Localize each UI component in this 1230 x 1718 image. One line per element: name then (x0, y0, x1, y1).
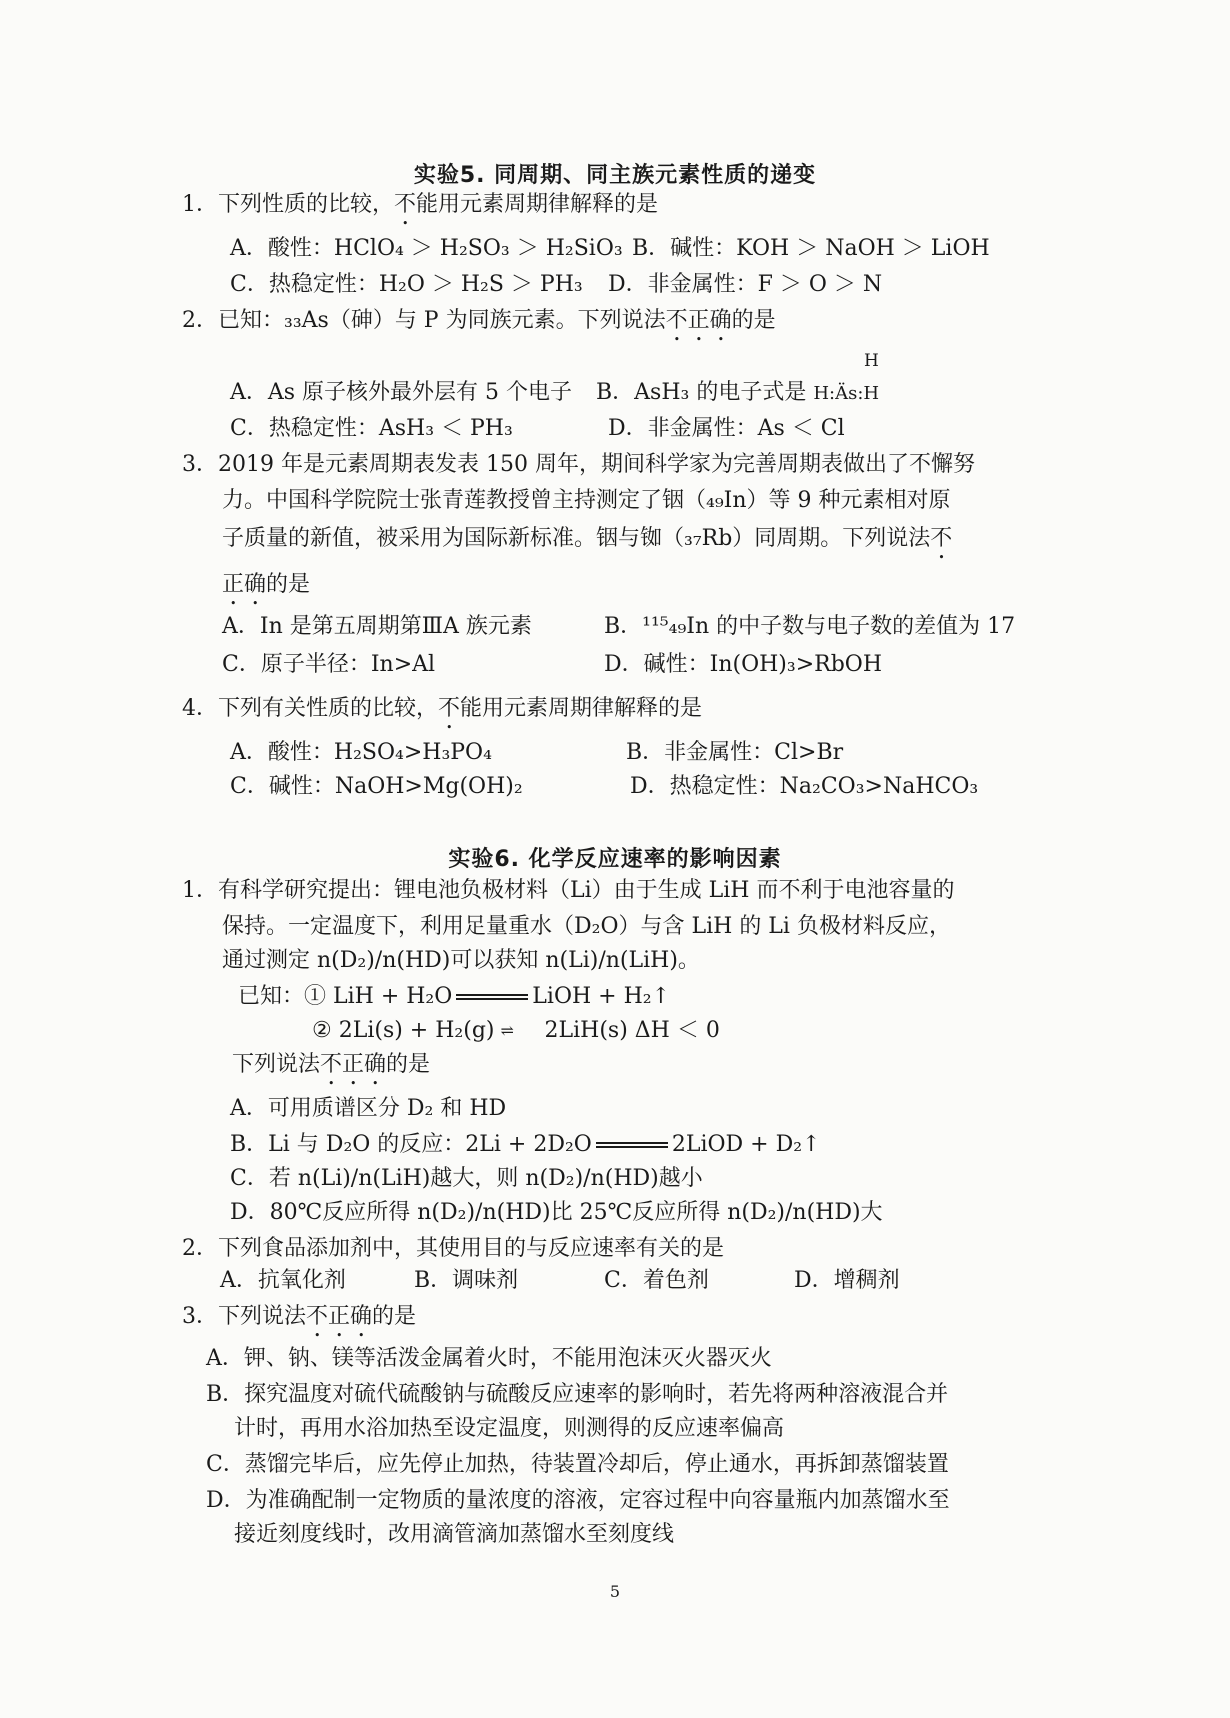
option-b: B．探究温度对硫代硫酸钠与硫酸反应速率的影响时，若先将两种溶液混合并 (206, 1382, 949, 1407)
question-stem: 3．下列说法不正确的是 (182, 1304, 417, 1329)
option-b-cont: 计时，再用水浴加热至设定温度，则测得的反应速率偏高 (234, 1416, 785, 1441)
option-c: C．热稳定性：AsH₃ ＜ PH₃ (230, 416, 513, 441)
option-d: D．增稠剂 (794, 1268, 900, 1293)
section-title: 实验5. 同周期、同主族元素性质的递变 (413, 163, 817, 188)
option-d-cont: 接近刻度线时，改用滴管滴加蒸馏水至刻度线 (234, 1522, 675, 1547)
option-d: D．碱性：In(OH)₃>RbOH (604, 652, 883, 677)
option-b: B．AsH₃ 的电子式是 H:Äs:H (596, 380, 880, 405)
equation-1: 已知：① LiH + H₂O LiOH + H₂↑ (238, 984, 671, 1009)
lewis-structure: H:Äs:H (813, 383, 880, 404)
page-number: 5 (609, 1582, 621, 1601)
question-stem: 下列说法不正确的是 (232, 1052, 431, 1077)
option-b: B．碱性：KOH ＞ NaOH ＞ LiOH (632, 236, 990, 261)
question-stem: 4．下列有关性质的比较，不能用元素周期律解释的是 (182, 696, 703, 721)
option-d: D．为准确配制一定物质的量浓度的溶液，定容过程中向容量瓶内加蒸馏水至 (206, 1488, 950, 1513)
question-stem-line: 1．有科学研究提出：锂电池负极材料（Li）由于生成 LiH 而不利于电池容量的 (182, 878, 955, 903)
option-b: B．¹¹⁵₄₉In 的中子数与电子数的差值为 17 (604, 614, 1016, 639)
option-a: A．In 是第五周期第ⅢA 族元素 (222, 614, 532, 639)
option-c: C．若 n(Li)/n(LiH)越大，则 n(D₂)/n(HD)越小 (230, 1166, 703, 1191)
option-d: D．非金属性：F ＞ O ＞ N (608, 272, 883, 297)
question-stem-line: 通过测定 n(D₂)/n(HD)可以获知 n(Li)/n(LiH)。 (222, 948, 700, 973)
option-a: A．酸性：HClO₄ ＞ H₂SO₃ ＞ H₂SiO₃ (230, 236, 623, 261)
option-d: D．80℃反应所得 n(D₂)/n(HD)比 25℃反应所得 n(D₂)/n(HD)大 (230, 1200, 883, 1225)
question-stem: 2．已知：₃₃As（砷）与 P 为同族元素。下列说法不正确的是 (182, 308, 776, 333)
option-c: C．热稳定性：H₂O ＞ H₂S ＞ PH₃ (230, 272, 583, 297)
question-stem-line: 子质量的新值，被采用为国际新标准。铟与铷（₃₇Rb）同周期。下列说法不 (222, 526, 953, 551)
equilibrium-arrow-icon: ⇌ (500, 1021, 514, 1040)
equation-2: ② 2Li(s) + H₂(g) ⇌ 2LiH(s) ΔH ＜ 0 (312, 1018, 720, 1043)
equals-sign (456, 994, 528, 1000)
option-a: A．钾、钠、镁等活泼金属着火时，不能用泡沫灭火器灭火 (206, 1346, 772, 1371)
option-a: A．酸性：H₂SO₄>H₃PO₄ (230, 740, 492, 765)
equals-sign (596, 1142, 668, 1148)
option-d: D．非金属性：As ＜ Cl (608, 416, 845, 441)
section-title: 实验6. 化学反应速率的影响因素 (448, 847, 782, 872)
question-stem-line: 力。中国科学院院士张青莲教授曾主持测定了铟（₄₉In）等 9 种元素相对原 (222, 488, 951, 513)
option-a: A．As 原子核外最外层有 5 个电子 (230, 380, 573, 405)
option-c: C．原子半径：In>Al (222, 652, 436, 677)
option-c: C．碱性：NaOH>Mg(OH)₂ (230, 774, 523, 799)
lewis-h-top: H (864, 351, 879, 371)
option-b: B．Li 与 D₂O 的反应：2Li + 2D₂O 2LiOD + D₂↑ (230, 1132, 821, 1157)
question-stem: 1．下列性质的比较，不能用元素周期律解释的是 (182, 192, 659, 217)
option-d: D．热稳定性：Na₂CO₃>NaHCO₃ (630, 774, 979, 799)
question-stem-line: 3．2019 年是元素周期表发表 150 周年，期间科学家为完善周期表做出了不懈努 (182, 452, 975, 477)
option-c: C．蒸馏完毕后，应先停止加热，待装置冷却后，停止通水，再拆卸蒸馏装置 (206, 1452, 949, 1477)
question-stem-line: 正确的是 (222, 572, 311, 597)
option-a: A．抗氧化剂 (220, 1268, 346, 1293)
option-b: B．非金属性：Cl>Br (626, 740, 844, 765)
question-stem-line: 保持。一定温度下，利用足量重水（D₂O）与含 LiH 的 Li 负极材料反应， (222, 914, 951, 939)
question-stem: 2．下列食品添加剂中，其使用目的与反应速率有关的是 (182, 1236, 724, 1261)
option-b: B．调味剂 (414, 1268, 519, 1293)
option-c: C．着色剂 (604, 1268, 709, 1293)
option-a: A．可用质谱区分 D₂ 和 HD (230, 1096, 507, 1121)
